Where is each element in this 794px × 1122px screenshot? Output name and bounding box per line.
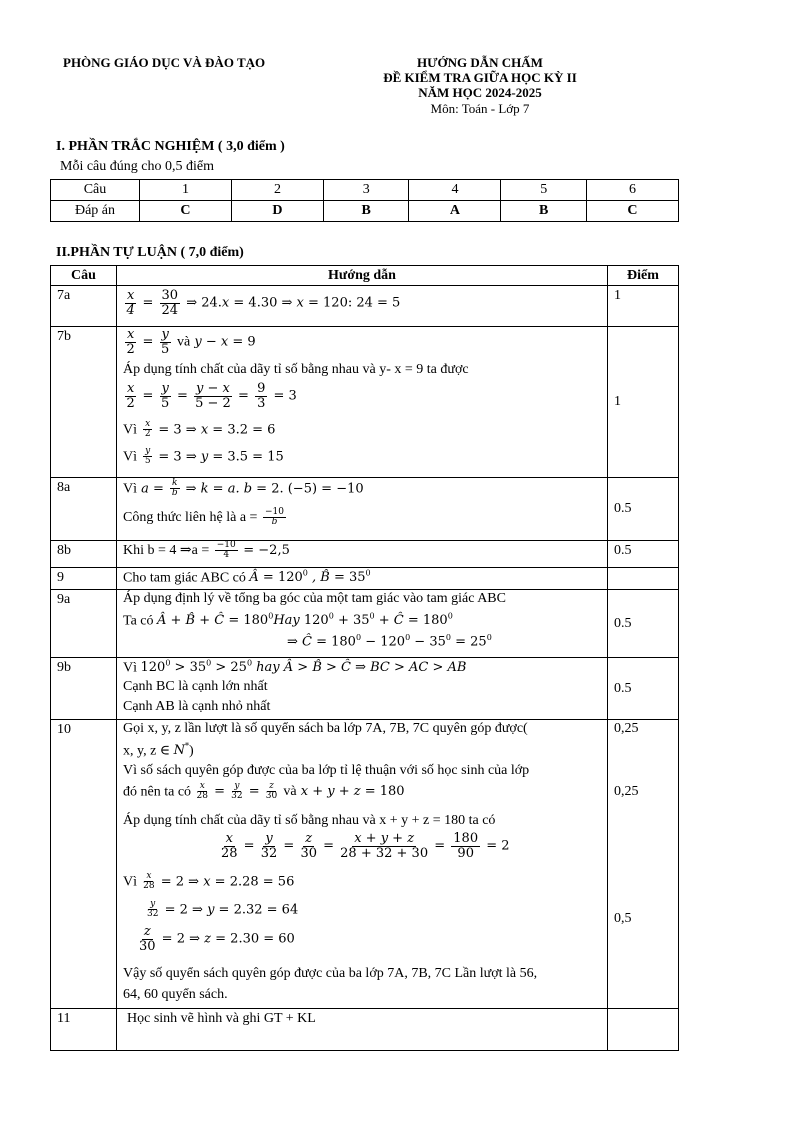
- answer-value: B: [501, 201, 587, 222]
- guide-text: đó nên ta có: [123, 784, 192, 800]
- doc-subtitle: ĐỀ KIỂM TRA GIỮA HỌC KỲ II: [383, 70, 577, 85]
- table-row: [51, 541, 679, 568]
- question-number: 5: [501, 180, 587, 201]
- math-line: Vì $\frac{y}{5}$ = 3 ⇒ y = 3.5 = 15: [123, 446, 284, 467]
- math-line: ⇒ Ĉ = $180^0 - 120^0 - 35^0 = 25^0$: [287, 633, 492, 650]
- math-line: $\frac{x}{2}$ = $\frac{y}{5}$ và y − x = 9: [126, 327, 256, 357]
- guide-text: Áp dụng định lý về tổng ba góc của một tam giác vào tam giác ABC: [123, 591, 506, 606]
- score-value: 0,25: [614, 784, 639, 799]
- answer-value: A: [409, 201, 501, 222]
- math-line: Khi b = 4 ⇒a = $\frac{-10}{4}$ = −2,5: [123, 540, 290, 561]
- answer-value: D: [231, 201, 323, 222]
- table-row: [51, 286, 679, 327]
- math-line: đó nên ta có $\frac{x}{28}$ = $\frac{y}{32}$ = $\frac{z}{30}$ và x + y + z = 180: [123, 781, 405, 802]
- question-label: 9: [51, 568, 117, 590]
- math-line: $\frac{z}{30}$ = 2 ⇒ z = 2.30 = 60: [139, 924, 295, 954]
- guide-cell: [117, 286, 608, 327]
- question-label: 9a: [51, 590, 117, 658]
- guide-cell: [117, 568, 608, 590]
- guide-text: Vì số sách quyên góp được của ba lớp tỉ lệ thuận với số học sinh của lớp: [123, 763, 530, 778]
- guide-text: Áp dụng tính chất của dãy tỉ số bằng nhau và x + y + z = 180 ta có: [123, 813, 496, 828]
- math-line: $\frac{x}{2}$ = $\frac{y}{5}$ = $\frac{y - x}{5 - 2}$ = $\frac{9}{3}$ = 3: [126, 381, 297, 411]
- question-label: 10: [51, 720, 117, 1009]
- question-number: 2: [231, 180, 323, 201]
- header-guide: Hướng dẫn: [117, 266, 608, 286]
- guide-cell: [117, 590, 608, 658]
- table-row: [51, 478, 679, 541]
- guide-cell: [117, 327, 608, 478]
- guide-text: Ta có: [123, 613, 154, 629]
- guide-text: x, y, z ∈: [123, 743, 171, 759]
- math-line: $\frac{x}{4}$ = $\frac{30}{24}$ ⇒ 24.x = 4.30 ⇒ x = 120: 24 = 5: [126, 288, 401, 318]
- question-label: 8a: [51, 478, 117, 541]
- score-value: 0.5: [608, 590, 679, 658]
- score-value: 1: [608, 327, 679, 478]
- doc-title: HƯỚNG DẪN CHẤM: [417, 55, 543, 70]
- answer-value: C: [140, 201, 232, 222]
- guide-text: Cho tam giác ABC có: [123, 570, 246, 586]
- score-value: 0,5: [614, 911, 632, 926]
- math-line: Vì $120^0 > 35^0 > 25^0$ hay Â > B̂ > Ĉ ⇒ BC > AC > AB: [123, 659, 467, 676]
- guide-cell: [117, 658, 608, 720]
- question-label: 9b: [51, 658, 117, 720]
- score-empty: [608, 1009, 679, 1051]
- guide-text: Cạnh BC là cạnh lớn nhất: [123, 679, 268, 694]
- grading-table: [50, 265, 679, 1051]
- row-label-answer: Đáp án: [51, 201, 140, 222]
- header-question: Câu: [51, 266, 117, 286]
- math-line: Công thức liên hệ là a = $\frac{-10}{b}$: [123, 507, 284, 528]
- subject: Môn: Toán - Lớp 7: [430, 101, 530, 116]
- math-line: x, y, z ∈ N*): [123, 742, 194, 759]
- part1-note: Mỗi câu đúng cho 0,5 điểm: [60, 159, 214, 174]
- math-line: $\frac{y}{32}$ = 2 ⇒ y = 2.32 = 64: [147, 899, 299, 920]
- score-empty: [608, 568, 679, 590]
- grading-table-header: [51, 266, 679, 286]
- guide-text: Cạnh AB là cạnh nhỏ nhất: [123, 699, 271, 714]
- header-score: Điểm: [608, 266, 679, 286]
- table-row: [51, 327, 679, 478]
- math-line: Cho tam giác ABC có Â = $120^0$ , B̂ = $35^0$: [123, 569, 371, 586]
- guide-cell: [117, 478, 608, 541]
- question-number: 1: [140, 180, 232, 201]
- question-label: 7a: [51, 286, 117, 327]
- department-name: PHÒNG GIÁO DỤC VÀ ĐÀO TẠO: [63, 55, 266, 70]
- table-row: [51, 720, 679, 1009]
- guide-cell: [117, 541, 608, 568]
- math-line: $\frac{x}{28}$ = $\frac{y}{32}$ = $\frac{z}{30}$ = $\frac{x + y + z}{28 + 32 + 30}$ = $\frac{180}{90}$ = 2: [221, 831, 510, 861]
- table-row: [51, 658, 679, 720]
- guide-text: Áp dụng tính chất của dãy tỉ số bằng nhau và y- x = 9 ta được: [123, 362, 469, 377]
- guide-text: Gọi x, y, z lần lượt là số quyển sách ba lớp 7A, 7B, 7C quyên góp được(: [123, 721, 528, 736]
- question-number: 4: [409, 180, 501, 201]
- question-label: 11: [51, 1009, 117, 1051]
- answer-table: [50, 179, 679, 222]
- table-row: [51, 568, 679, 590]
- question-number: 6: [586, 180, 678, 201]
- math-line: Vì a = $\frac{k}{b}$ ⇒ k = a. b = 2. (−5) = −10: [123, 478, 364, 499]
- guide-cell: [117, 720, 608, 1009]
- math-line: Vì $\frac{x}{28}$ = 2 ⇒ x = 2.28 = 56: [123, 871, 295, 892]
- part2-title: II.PHẦN TỰ LUẬN ( 7,0 điểm): [56, 245, 244, 260]
- guide-text: Khi b = 4 ⇒a =: [123, 543, 210, 559]
- answer-value: B: [323, 201, 409, 222]
- score-cell: [608, 720, 679, 1009]
- guide-text: 64, 60 quyển sách.: [123, 987, 228, 1002]
- score-value: 0.5: [608, 478, 679, 541]
- guide-text: Học sinh vẽ hình và ghi GT + KL: [117, 1009, 608, 1051]
- answer-table-row-questions: [51, 180, 679, 201]
- question-label: 7b: [51, 327, 117, 478]
- table-row: [51, 590, 679, 658]
- math-line: Vì $\frac{x}{2}$ = 3 ⇒ x = 3.2 = 6: [123, 419, 276, 440]
- school-year: NĂM HỌC 2024-2025: [418, 85, 542, 100]
- table-row: [51, 1009, 679, 1051]
- score-value: 0.5: [608, 541, 679, 568]
- answer-table-row-answers: [51, 201, 679, 222]
- score-value: 0,25: [614, 721, 639, 736]
- question-label: 8b: [51, 541, 117, 568]
- guide-text: Vậy số quyển sách quyên góp được của ba lớp 7A, 7B, 7C Lần lượt là 56,: [123, 966, 538, 981]
- question-number: 3: [323, 180, 409, 201]
- score-value: 1: [608, 286, 679, 327]
- part1-title: I. PHẦN TRẮC NGHIỆM ( 3,0 điểm ): [56, 139, 285, 154]
- answer-value: C: [586, 201, 678, 222]
- score-value: 0.5: [608, 658, 679, 720]
- guide-text: Công thức liên hệ là a =: [123, 510, 258, 526]
- math-line: Ta có Â + B̂ + Ĉ = $180^0Hay$ $120^0 + 35^0$ + Ĉ = $180^0$: [123, 612, 453, 629]
- row-label-question: Câu: [51, 180, 140, 201]
